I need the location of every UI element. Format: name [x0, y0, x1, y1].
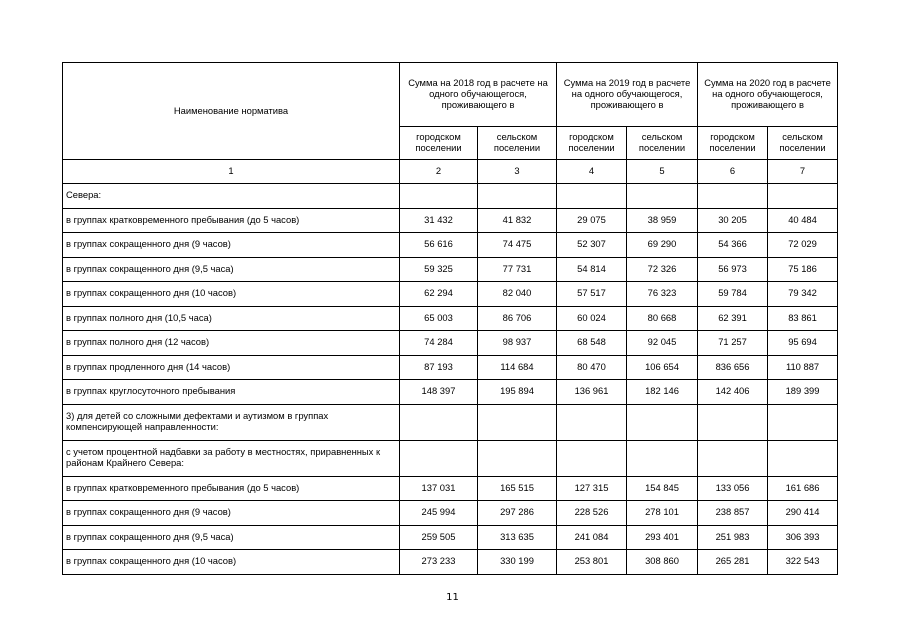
cell-value: 69 290: [627, 233, 698, 258]
cell-value: 72 029: [768, 233, 838, 258]
cell-value: 330 199: [478, 550, 557, 575]
cell-value: [557, 184, 627, 209]
table-row: [63, 331, 838, 356]
cell-value: 306 393: [768, 525, 838, 550]
cell-value: [557, 404, 627, 440]
table-row: [63, 257, 838, 282]
table-row: [63, 282, 838, 307]
cell-value: 31 432: [400, 208, 478, 233]
header-urban-2020: городском поселении: [698, 127, 768, 160]
table-row: [63, 233, 838, 258]
row-label: в группах круглосуточного пребывания: [63, 380, 400, 405]
cell-value: 273 233: [400, 550, 478, 575]
cell-value: [768, 440, 838, 476]
row-label: в группах сокращенного дня (9 часов): [63, 501, 400, 526]
cell-value: 82 040: [478, 282, 557, 307]
cell-value: 75 186: [768, 257, 838, 282]
row-label: в группах сокращенного дня (9,5 часа): [63, 525, 400, 550]
cell-value: 76 323: [627, 282, 698, 307]
column-number: 3: [478, 160, 557, 184]
header-rural-2019: сельском поселении: [627, 127, 698, 160]
row-label: в группах полного дня (12 часов): [63, 331, 400, 356]
cell-value: 182 146: [627, 380, 698, 405]
table-row: [63, 355, 838, 380]
cell-value: 59 784: [698, 282, 768, 307]
cell-value: 59 325: [400, 257, 478, 282]
cell-value: 87 193: [400, 355, 478, 380]
cell-value: 60 024: [557, 306, 627, 331]
table-row: [63, 476, 838, 501]
cell-value: 137 031: [400, 476, 478, 501]
cell-value: 251 983: [698, 525, 768, 550]
cell-value: 95 694: [768, 331, 838, 356]
cell-value: 293 401: [627, 525, 698, 550]
cell-value: 77 731: [478, 257, 557, 282]
cell-value: 245 994: [400, 501, 478, 526]
cell-value: 74 284: [400, 331, 478, 356]
column-number: 2: [400, 160, 478, 184]
cell-value: 154 845: [627, 476, 698, 501]
cell-value: 80 470: [557, 355, 627, 380]
row-label: Севера:: [63, 184, 400, 209]
cell-value: 56 973: [698, 257, 768, 282]
cell-value: 253 801: [557, 550, 627, 575]
cell-value: [768, 404, 838, 440]
cell-value: [627, 404, 698, 440]
cell-value: 41 832: [478, 208, 557, 233]
header-name-column: Наименование норматива: [63, 63, 400, 160]
cell-value: 165 515: [478, 476, 557, 501]
header-year-2019: Сумма на 2019 год в расчете на одного обучающегося, проживающего в: [557, 63, 698, 127]
table-row: [63, 550, 838, 575]
cell-value: 57 517: [557, 282, 627, 307]
cell-value: 290 414: [768, 501, 838, 526]
header-rural-2018: сельском поселении: [478, 127, 557, 160]
cell-value: [557, 440, 627, 476]
cell-value: 54 366: [698, 233, 768, 258]
header-year-2018: Сумма на 2018 год в расчете на одного обучающегося, проживающего в: [400, 63, 557, 127]
cell-value: 161 686: [768, 476, 838, 501]
cell-value: 195 894: [478, 380, 557, 405]
cell-value: 80 668: [627, 306, 698, 331]
cell-value: 142 406: [698, 380, 768, 405]
table-row: [63, 208, 838, 233]
cell-value: 322 543: [768, 550, 838, 575]
table-row: [63, 380, 838, 405]
cell-value: 74 475: [478, 233, 557, 258]
column-number: 1: [63, 160, 400, 184]
cell-value: 836 656: [698, 355, 768, 380]
cell-value: 106 654: [627, 355, 698, 380]
cell-value: [478, 184, 557, 209]
cell-value: 54 814: [557, 257, 627, 282]
cell-value: [768, 184, 838, 209]
cell-value: 297 286: [478, 501, 557, 526]
row-label: в группах кратковременного пребывания (до 5 часов): [63, 208, 400, 233]
table-row: [63, 501, 838, 526]
table-row: [63, 184, 838, 209]
cell-value: 40 484: [768, 208, 838, 233]
table-row: [63, 306, 838, 331]
cell-value: 259 505: [400, 525, 478, 550]
cell-value: 308 860: [627, 550, 698, 575]
cell-value: [400, 404, 478, 440]
norms-table: [62, 62, 838, 575]
row-label: в группах кратковременного пребывания (до 5 часов): [63, 476, 400, 501]
cell-value: 148 397: [400, 380, 478, 405]
row-label: в группах сокращенного дня (10 часов): [63, 550, 400, 575]
cell-value: 38 959: [627, 208, 698, 233]
column-number: 4: [557, 160, 627, 184]
header-urban-2018: городском поселении: [400, 127, 478, 160]
page-number: 11: [446, 592, 459, 603]
cell-value: 83 861: [768, 306, 838, 331]
cell-value: 65 003: [400, 306, 478, 331]
cell-value: 228 526: [557, 501, 627, 526]
cell-value: [400, 184, 478, 209]
header-rural-2020: сельском поселении: [768, 127, 838, 160]
column-number: 7: [768, 160, 838, 184]
header-year-2020: Сумма на 2020 год в расчете на одного обучающегося, проживающего в: [698, 63, 838, 127]
table-row: [63, 404, 838, 440]
cell-value: 92 045: [627, 331, 698, 356]
cell-value: 238 857: [698, 501, 768, 526]
cell-value: [698, 184, 768, 209]
cell-value: 98 937: [478, 331, 557, 356]
cell-value: [698, 440, 768, 476]
row-label: в группах продленного дня (14 часов): [63, 355, 400, 380]
cell-value: 62 391: [698, 306, 768, 331]
cell-value: 110 887: [768, 355, 838, 380]
cell-value: 265 281: [698, 550, 768, 575]
row-label: в группах сокращенного дня (10 часов): [63, 282, 400, 307]
cell-value: 72 326: [627, 257, 698, 282]
cell-value: 114 684: [478, 355, 557, 380]
cell-value: 189 399: [768, 380, 838, 405]
cell-value: 68 548: [557, 331, 627, 356]
cell-value: 136 961: [557, 380, 627, 405]
cell-value: 30 205: [698, 208, 768, 233]
cell-value: 278 101: [627, 501, 698, 526]
cell-value: 79 342: [768, 282, 838, 307]
cell-value: [478, 404, 557, 440]
table-row: [63, 440, 838, 476]
row-label: в группах сокращенного дня (9 часов): [63, 233, 400, 258]
cell-value: 29 075: [557, 208, 627, 233]
cell-value: 127 315: [557, 476, 627, 501]
cell-value: 71 257: [698, 331, 768, 356]
column-number: 6: [698, 160, 768, 184]
cell-value: [478, 440, 557, 476]
row-label: в группах полного дня (10,5 часа): [63, 306, 400, 331]
cell-value: 313 635: [478, 525, 557, 550]
cell-value: [400, 440, 478, 476]
cell-value: [627, 184, 698, 209]
cell-value: 133 056: [698, 476, 768, 501]
cell-value: 86 706: [478, 306, 557, 331]
cell-value: [698, 404, 768, 440]
cell-value: [627, 440, 698, 476]
cell-value: 52 307: [557, 233, 627, 258]
header-urban-2019: городском поселении: [557, 127, 627, 160]
cell-value: 241 084: [557, 525, 627, 550]
cell-value: 56 616: [400, 233, 478, 258]
cell-value: 62 294: [400, 282, 478, 307]
row-label: с учетом процентной надбавки за работу в местностях, приравненных к районам Крайнего Севера:: [63, 440, 400, 476]
row-label: в группах сокращенного дня (9,5 часа): [63, 257, 400, 282]
table-row: [63, 525, 838, 550]
row-label: 3) для детей со сложными дефектами и аутизмом в группах компенсирующей направленности:: [63, 404, 400, 440]
column-number: 5: [627, 160, 698, 184]
